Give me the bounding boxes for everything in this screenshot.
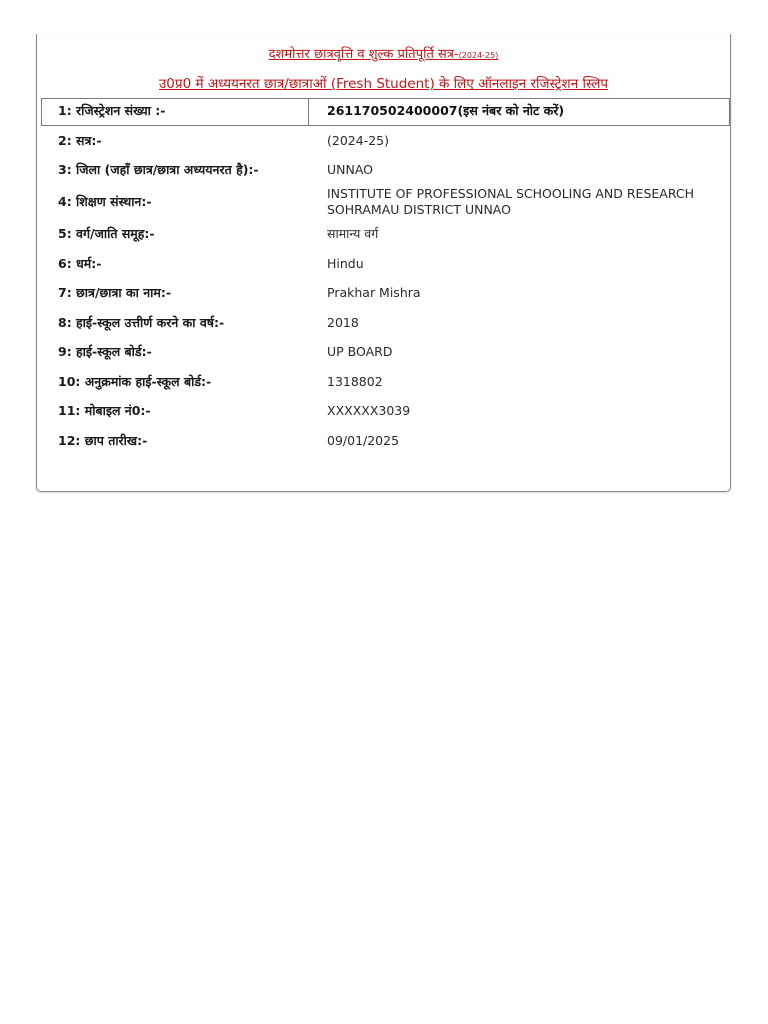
registration-slip	[36, 34, 731, 492]
slip-title	[37, 44, 730, 62]
row-label: 4: शिक्षण संस्थान:-	[58, 194, 152, 209]
slip-title-session: (2024-25)	[458, 51, 499, 60]
row-label: 9: हाई-स्कूल बोर्ड:-	[58, 344, 152, 359]
row-value: UNNAO	[327, 162, 374, 177]
row-label: 12: छाप तारीख:-	[58, 433, 148, 448]
row-label: 2: सत्र:-	[58, 133, 102, 148]
row-value: 1318802	[327, 374, 383, 389]
slip-subtitle: उ0प्र0 में अध्ययनरत छात्र/छात्राओं (Fresh Student) के लिए ऑनलाइन रजिस्ट्रेशन स्लिप	[158, 76, 609, 92]
row-value: 09/01/2025	[327, 433, 400, 448]
row-value: Prakhar Mishra	[327, 285, 421, 300]
row-value: 2018	[327, 315, 359, 330]
row-label: 7: छात्र/छात्रा का नाम:-	[58, 285, 172, 300]
row-label: 11: मोबाइल नं0:-	[58, 403, 151, 418]
row-label: 5: वर्ग/जाति समूह:-	[58, 226, 155, 241]
row-value: सामान्य वर्ग	[327, 226, 379, 241]
row-label: 6: धर्म:-	[58, 256, 102, 271]
row-label: 10: अनुक्रमांक हाई-स्कूल बोर्ड:-	[58, 374, 212, 389]
registration-box-divider	[308, 99, 309, 125]
row-value: (2024-25)	[327, 133, 389, 148]
row-value: XXXXXX3039	[327, 403, 411, 418]
row-value: 261170502400007(इस नंबर को नोट करें)	[327, 103, 565, 118]
slip-title-text: दशमोत्तर छात्रवृत्ति व शुल्क प्रतिपूर्ति सत्र-	[268, 47, 459, 62]
row-label: 1: रजिस्ट्रेशन संख्या :-	[58, 103, 166, 118]
row-value: INSTITUTE OF PROFESSIONAL SCHOOLING AND RESEARCH SOHRAMAU DISTRICT UNNAO	[327, 186, 695, 217]
row-value: Hindu	[327, 256, 364, 271]
row-value: UP BOARD	[327, 344, 393, 359]
row-label: 3: जिला (जहाँ छात्र/छात्रा अध्ययनरत है):-	[58, 162, 259, 177]
row-label: 8: हाई-स्कूल उत्तीर्ण करने का वर्ष:-	[58, 315, 225, 330]
